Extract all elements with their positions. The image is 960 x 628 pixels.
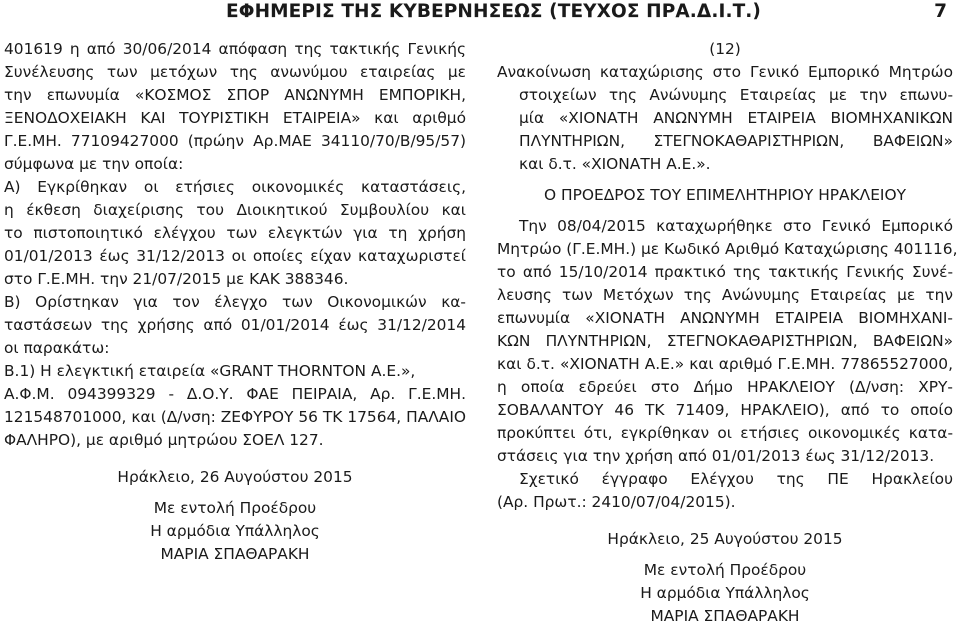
body-line: Α.Φ.Μ. 094399329 - Δ.Ο.Υ. ΦΑΕ ΠΕΙΡΑΙΑ, Αρ. Γ.Ε.ΜΗ. xyxy=(4,385,466,403)
body-line: το από 15/10/2014 πρακτικό της τακτικής Γενικής Συνέ- xyxy=(497,263,953,281)
body-line: Μητρώο (Γ.Ε.ΜΗ.) με Κωδικό Αριθμό Καταχώρισης 401116, xyxy=(497,240,958,258)
left-column xyxy=(4,38,466,566)
body-line: την επωνυμία «ΚΟΣΜΟΣ ΣΠΟΡ ΑΝΩΝΥΜΗ ΕΜΠΟΡΙΚΗ, xyxy=(4,86,466,104)
body-line: στο Γ.Ε.ΜΗ. την 21/07/2015 με ΚΑΚ 388346. xyxy=(4,270,349,288)
body-line: οι παρακάτω: xyxy=(4,339,110,357)
signature-line: Με εντολή Προέδρου xyxy=(643,561,807,579)
signature-line: Η αρμόδια Υπάλληλος xyxy=(150,522,320,540)
gazette-title: ΕΦΗΜΕΡΙΣ ΤΗΣ ΚΥΒΕΡΝΗΣΕΩΣ (ΤΕΥΧΟΣ ΠΡΑ.Δ.Ι.Τ.) xyxy=(226,1,761,22)
page-number: 7 xyxy=(934,1,947,22)
body-line: η οποία εδρεύει στο Δήμο ΗΡΑΚΛΕΙΟΥ (Δ/νση: ΧΡΥ- xyxy=(497,378,953,396)
title-line: Ανακοίνωση καταχώρισης στο Γενικό Εμπορικό Μητρώο xyxy=(497,63,953,81)
body-line: σύμφωνα με την οποία: xyxy=(4,155,184,173)
signature-line: Με εντολή Προέδρου xyxy=(153,499,317,517)
body-line: (Αρ. Πρωτ.: 2410/07/04/2015). xyxy=(497,493,736,511)
body-line: 01/01/2013 έως 31/12/2013 οι οποίες είχαν καταχωριστεί xyxy=(4,247,466,265)
body-line: λευσης των Μετόχων της Ανώνυμης Εταιρείας με την xyxy=(497,286,953,304)
title-line: και δ.τ. «ΧΙΟΝΑΤΗ Α.Ε.». xyxy=(519,155,711,173)
body-line: στάσεις για την χρήση από 01/01/2013 έως 31/12/2013. xyxy=(497,447,935,465)
body-line: Την 08/04/2015 καταχωρήθηκε στο Γενικό Εμπορικό xyxy=(519,217,953,235)
title-line: ΠΛΥΝΤΗΡΙΩΝ, ΣΤΕΓΝΟΚΑΘΑΡΙΣΤΗΡΙΩΝ, ΒΑΦΕΙΩΝ» xyxy=(519,132,953,150)
body-line: 121548701000, και (Δ/νση: ΖΕΦΥΡΟΥ 56 ΤΚ 17564, ΠΑΛΑΙΟ xyxy=(4,408,466,426)
right-column xyxy=(497,38,958,628)
signature-name: ΜΑΡΙΑ ΣΠΑΘΑΡΑΚΗ xyxy=(160,545,310,563)
body-line: Σχετικό έγγραφο Ελέγχου της ΠΕ Ηρακλείου xyxy=(519,470,953,488)
body-line: επωνυμία «ΧΙΟΝΑΤΗ ΑΝΩΝΥΜΗ ΕΤΑΙΡΕΙΑ ΒΙΟΜΗΧΑΝΙ- xyxy=(497,309,953,327)
title-line: μία «ΧΙΟΝΑΤΗ ΑΝΩΝΥΜΗ ΕΤΑΙΡΕΙΑ ΒΙΟΜΗΧΑΝΙΚΩΝ xyxy=(519,109,953,127)
body-line: Β.1) Η ελεγκτική εταιρεία «GRANT THORNTON Α.Ε.», xyxy=(4,362,416,380)
title-line: στοιχείων της Ανώνυμης Εταιρείας με την επωνυ- xyxy=(519,86,953,104)
date-place: Ηράκλειο, 26 Αυγούστου 2015 xyxy=(117,468,353,486)
body-line: Γ.Ε.ΜΗ. 77109427000 (πρώην Αρ.ΜΑΕ 34110/70/Β/95/57) xyxy=(4,132,466,150)
body-line: ΣΟΒΑΛΑΝΤΟΥ 46 ΤΚ 71409, ΗΡΑΚΛΕΙΟ), από το οποίο xyxy=(497,401,953,419)
body-line: προκύπτει ότι, εγκρίθηκαν οι ετήσιες οικονομικές κατα- xyxy=(497,424,953,442)
notice-body xyxy=(497,215,958,514)
body-line: ΚΩΝ ΠΛΥΝΤΗΡΙΩΝ, ΣΤΕΓΝΟΚΑΘΑΡΙΣΤΗΡΙΩΝ, ΒΑΦΕΙΩΝ» xyxy=(497,332,953,350)
signature-line: Η αρμόδια Υπάλληλος xyxy=(640,584,810,602)
issuer-heading: Ο ΠΡΟΕΔΡΟΣ ΤΟΥ ΕΠΙΜΕΛΗΤΗΡΙΟΥ ΗΡΑΚΛΕΙΟΥ xyxy=(544,186,906,204)
body-line: Β) Ορίστηκαν για τον έλεγχο των Οικονομικών κα- xyxy=(4,293,466,311)
body-line: Α) Εγκρίθηκαν οι ετήσιες οικονομικές καταστάσεις, xyxy=(4,178,466,196)
page-header xyxy=(0,0,960,26)
signature-block xyxy=(497,559,953,628)
notice-body xyxy=(4,38,466,452)
body-line: 401619 η από 30/06/2014 απόφαση της τακτικής Γενικής xyxy=(4,40,466,58)
body-line: το πιστοποιητικό ελέγχου των ελεγκτών για τη χρήση xyxy=(4,224,466,242)
body-line: η έκθεση διαχείρισης του Διοικητικού Συμβουλίου και xyxy=(4,201,466,219)
notice-title xyxy=(497,61,953,176)
notice-number: (12) xyxy=(709,40,741,58)
signature-block xyxy=(4,497,466,566)
body-line: ταστάσεων της χρήσης από 01/01/2014 έως 31/12/2014 xyxy=(4,316,466,334)
signature-name: ΜΑΡΙΑ ΣΠΑΘΑΡΑΚΗ xyxy=(650,607,800,625)
body-line: ΦΑΛΗΡΟ), με αριθμό μητρώου ΣΟΕΛ 127. xyxy=(4,431,324,449)
date-place: Ηράκλειο, 25 Αυγούστου 2015 xyxy=(607,530,843,548)
body-line: ΞΕΝΟΔΟΧΕΙΑΚΗ ΚΑΙ ΤΟΥΡΙΣΤΙΚΗ ΕΤΑΙΡΕΙΑ» και αριθμό xyxy=(4,109,466,127)
body-line: Συνέλευσης των μετόχων της ανωνύμου εταιρείας με xyxy=(4,63,466,81)
body-line: και δ.τ. «ΧΙΟΝΑΤΗ Α.Ε.» και αριθμό Γ.Ε.ΜΗ. 77865527000, xyxy=(497,355,953,373)
